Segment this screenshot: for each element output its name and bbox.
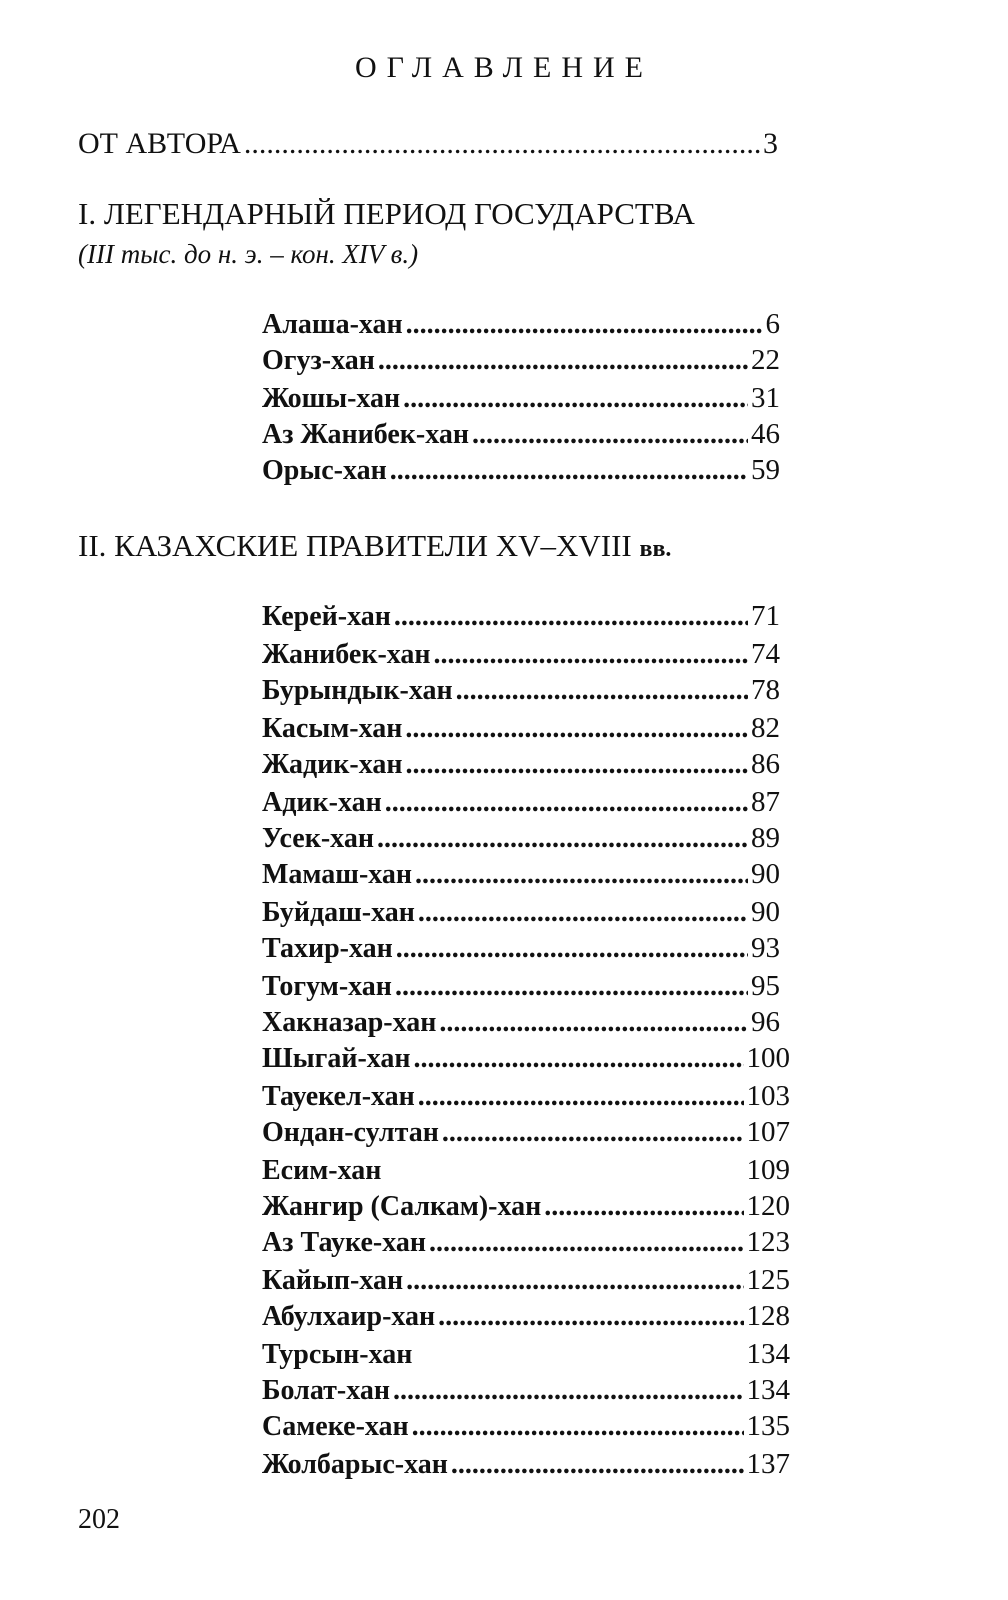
toc-entry-page: 31 [751,382,780,414]
dot-leader [393,1373,744,1409]
toc-entry-label: Буйдаш-хан [262,897,415,928]
toc-entry-page: 90 [751,896,780,928]
toc-entry [262,1408,790,1445]
toc-entry-page: 96 [751,1006,780,1038]
toc-entry-page: 6 [765,308,780,340]
toc-entry-label: Алаша-хан [262,309,403,340]
toc-entry-label: Болат-хан [262,1375,390,1406]
dot-leader [390,453,748,489]
toc-entry [262,1224,790,1261]
dot-leader [451,1447,744,1483]
toc-entry [262,930,780,967]
dot-leader [415,857,748,893]
toc-entry [262,856,780,893]
dot-leader [418,895,748,931]
toc-entry-label: Тауекел-хан [262,1081,415,1112]
section-subtitle-1: (III тыс. до н. э. – кон. XIV в.) [78,239,419,269]
toc-entry [262,306,780,343]
dot-leader [406,1263,743,1299]
dot-leader [418,1079,744,1115]
toc-entry-label: Усек-хан [262,823,374,854]
toc-entry-page: 86 [751,748,780,780]
dot-leader [434,637,748,673]
toc-entry-label: Касым-хан [262,713,403,744]
toc-entry-label: Хакназар-хан [262,1007,437,1038]
toc-entry-label: Мамаш-хан [262,859,413,890]
toc-entry [262,1114,790,1151]
toc-entry-label: Тогум-хан [262,971,392,1002]
toc-entry-page: 123 [746,1226,790,1258]
section-heading-text: II. КАЗАХСКИЕ ПРАВИТЕЛИ XV–XVIII [78,528,632,563]
toc-entry-page: 90 [751,858,780,890]
toc-entry [262,636,780,673]
toc-entry-page: 46 [751,418,780,450]
toc-entry-label: Аз Жанибек-хан [262,419,470,450]
toc-entry-page: 103 [746,1080,790,1112]
section-heading-2 [78,526,671,569]
toc-entry-page: 71 [751,600,780,632]
toc-entry-page: 95 [751,970,780,1002]
toc-entry [262,598,780,635]
toc-entry-label: Огуз-хан [262,345,375,376]
dot-leader [396,931,748,967]
toc-entry-page: 78 [751,674,780,706]
section-heading-suffix: вв. [639,536,672,562]
section-heading-1: I. ЛЕГЕНДАРНЫЙ ПЕРИОД ГОСУДАРСТВА [78,196,695,231]
toc-entry-label: Жанибек-хан [262,639,431,670]
toc-entry-page: 137 [746,1448,790,1480]
dot-leader [456,673,748,709]
toc-entry-page: 100 [746,1042,790,1074]
toc-entry-label: Аз Тауке-хан [262,1227,426,1258]
toc-entry-label: Орыс-хан [262,455,387,486]
toc-entry [262,416,780,453]
dot-leader [472,417,748,453]
toc-entry-label: Бурындык-хан [262,675,453,706]
toc-entry-label: Керей-хан [262,601,391,632]
toc-entry [262,1336,790,1373]
toc-entry-label: Кайып-хан [262,1265,404,1296]
page-number: 202 [78,1504,120,1535]
toc-entry [262,1372,790,1409]
toc-entry-label: Шыгай-хан [262,1043,411,1074]
toc-entry [262,746,780,783]
toc-entry-label: Адик-хан [262,787,382,818]
toc-entry-label: Тахир-хан [262,933,393,964]
toc-entry-page: 3 [763,127,778,160]
toc-entry-label: Жошы-хан [262,383,401,414]
toc-entry [262,452,780,489]
toc-entry-page: 22 [751,344,780,376]
toc-entry-page: 109 [746,1154,790,1186]
toc-entry-label: Есим-хан [262,1155,382,1186]
toc-entry [262,1188,790,1225]
page-title: ОГЛАВЛЕНИЕ [355,51,653,84]
dot-leader [406,307,763,343]
toc-entry [262,1152,790,1189]
dot-leader [394,599,748,635]
dot-leader [438,1299,743,1335]
toc-entry [262,672,780,709]
toc-entry-page: 107 [746,1116,790,1148]
toc-entry-label: Жадик-хан [262,749,403,780]
toc-entry-page: 135 [746,1410,790,1442]
dot-leader [406,747,748,783]
dot-leader [378,343,748,379]
toc-entry-label: ОТ АВТОРА [78,127,241,160]
toc-entry-page: 59 [751,454,780,486]
toc-entry-page: 134 [746,1374,790,1406]
toc-entry-page: 74 [751,638,780,670]
toc-entry [262,1298,790,1335]
toc-entry [262,784,780,821]
dot-leader [442,1115,744,1151]
toc-entry [262,1262,790,1299]
dot-leader [403,381,748,417]
toc-entry-page: 134 [746,1338,790,1370]
dot-leader [439,1005,748,1041]
dot-leader [414,1041,744,1077]
toc-entry [262,380,780,417]
toc-entry-label: Абулхаир-хан [262,1301,436,1332]
dot-leader [244,124,760,164]
dot-leader [544,1189,743,1225]
toc-entry [262,710,780,747]
dot-leader [429,1225,744,1261]
toc-entry-label: Жангир (Салкам)-хан [262,1191,542,1222]
toc-entry-label: Турсын-хан [262,1339,413,1370]
toc-entry-label: Ондан-султан [262,1117,439,1148]
dot-leader [412,1409,744,1445]
toc-entry-page: 82 [751,712,780,744]
toc-entry-page: 93 [751,932,780,964]
toc-entry-page: 89 [751,822,780,854]
toc-entry-label: Жолбарыс-хан [262,1449,448,1480]
toc-entry-page: 128 [746,1300,790,1332]
toc-entry [262,1446,790,1483]
toc-entry [262,1004,780,1041]
toc-entry [262,1040,790,1077]
toc-entry [262,342,780,379]
toc-entry-author [78,124,778,164]
dot-leader [395,969,748,1005]
toc-entry-label: Самеке-хан [262,1411,409,1442]
dot-leader [405,711,748,747]
dot-leader [385,785,748,821]
toc-entry-page: 87 [751,786,780,818]
toc-entry [262,820,780,857]
toc-entry [262,894,780,931]
toc-entry [262,968,780,1005]
dot-leader [377,821,748,857]
toc-entry-page: 120 [746,1190,790,1222]
toc-entry [262,1078,790,1115]
toc-entry-page: 125 [746,1264,790,1296]
